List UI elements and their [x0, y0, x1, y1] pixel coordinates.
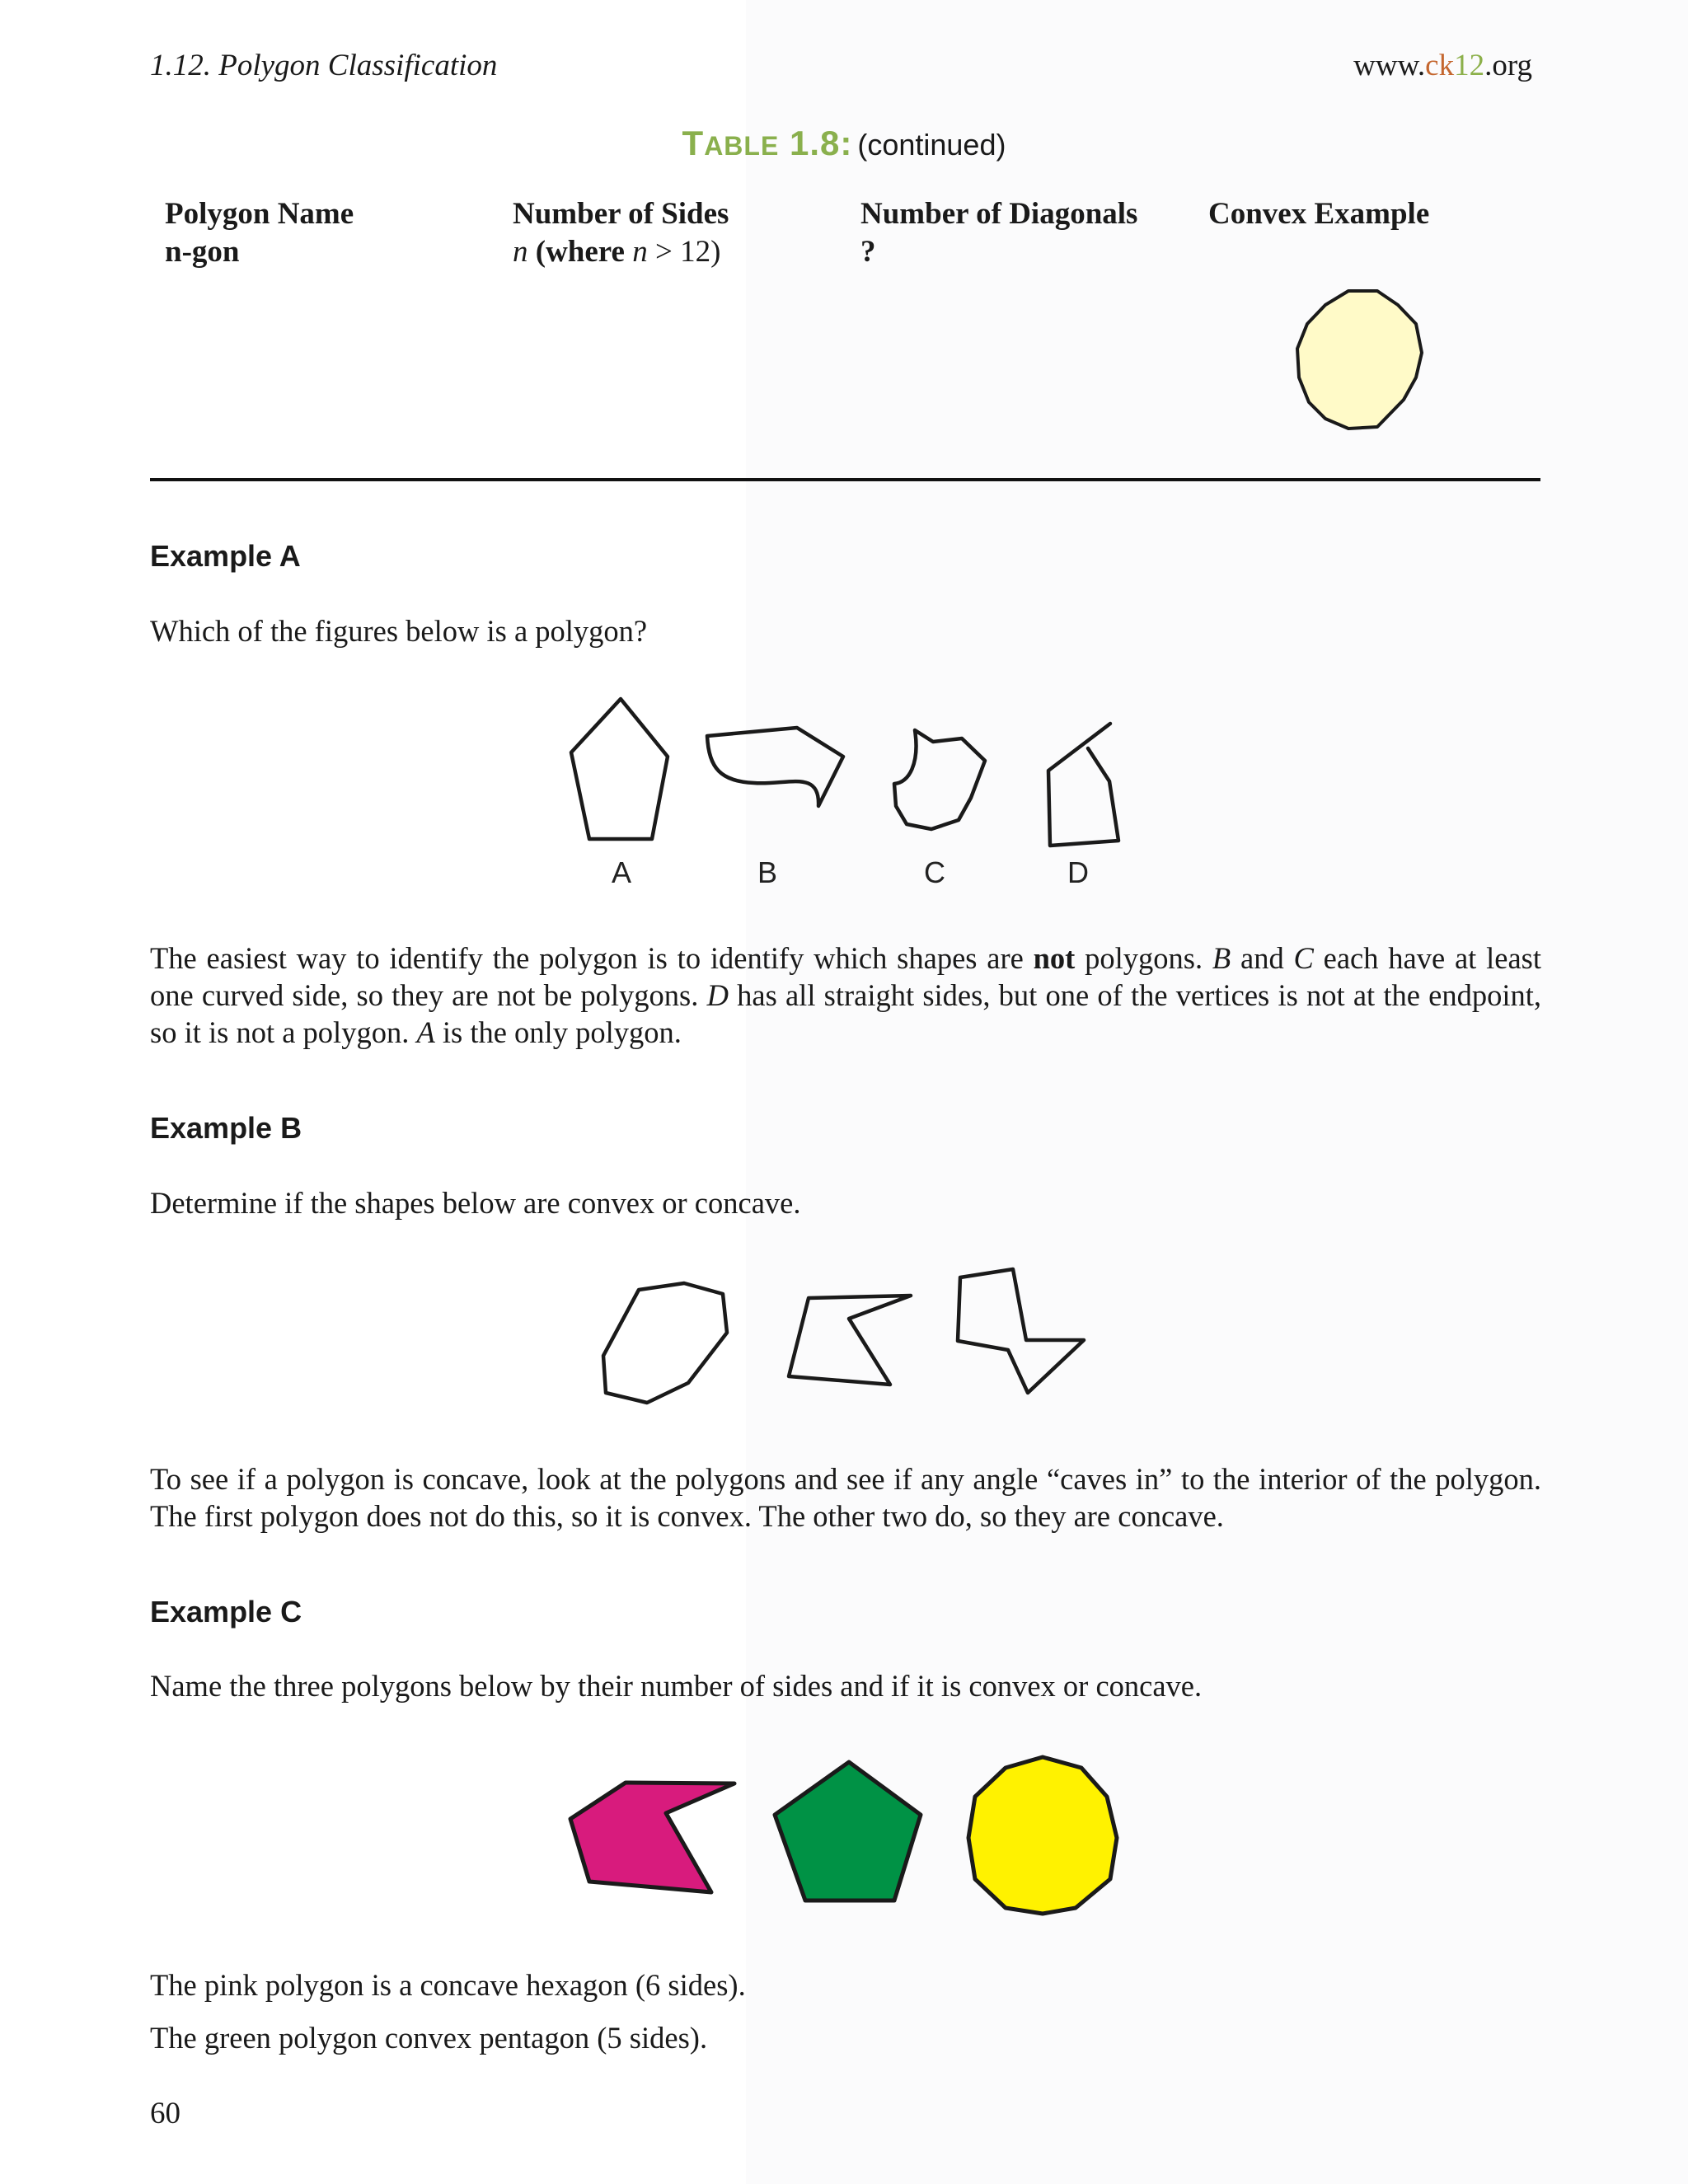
example-b-answer: To see if a polygon is concave, look at the polygons and see if any angle “caves in” to the interior of the polygon. The first polygon does not do this, so it is convex. The other two do, so they are concave. [150, 1462, 1541, 1533]
figure-a-pentagon [571, 699, 668, 839]
column-header-number-of-sides: Number of Sides [513, 197, 729, 231]
cell-number-of-sides: n (where n > 12) [513, 235, 721, 269]
column-header-polygon-name: Polygon Name [165, 197, 354, 231]
example-b-heading: Example B [150, 1111, 302, 1145]
figure-label-a: A [612, 855, 632, 888]
figure-label-b: B [757, 855, 778, 888]
table-caption-continued: (continued) [857, 128, 1006, 162]
example-a-figures [556, 691, 1133, 888]
column-header-number-of-diagonals: Number of Diagonals [860, 197, 1138, 231]
figure-label-c: C [924, 855, 945, 888]
example-a-question: Which of the figures below is a polygon? [150, 614, 648, 648]
cell-number-of-diagonals: ? [860, 235, 876, 269]
concave-bolt [958, 1269, 1084, 1393]
site-url[interactable] [1353, 48, 1532, 83]
example-b-question: Determine if the shapes below are convex or concave. [150, 1186, 801, 1220]
table-label: TABLE 1.8: [682, 124, 853, 162]
concave-quadrilateral [789, 1296, 911, 1385]
convex-polygon-example-image [1292, 287, 1441, 435]
cell-polygon-name: n-gon [165, 235, 240, 269]
url-ck: ck [1425, 49, 1455, 82]
figure-label-d: D [1067, 855, 1089, 888]
pink-concave-hexagon [570, 1783, 734, 1892]
running-header [150, 48, 1532, 89]
yellow-convex-decagon [968, 1757, 1117, 1914]
page-number: 60 [150, 2097, 181, 2130]
example-a-answer: The easiest way to identify the polygon is to identify which shapes are not polygons. B and C each have at least one curved side, so they are not be polygons. D has all straight sides, but one of the vertices is not at the endpoint, so it is not a polygon. A is the only polygon. [150, 941, 1542, 1049]
column-header-convex-example: Convex Example [1208, 197, 1430, 231]
figure-c-curved [894, 730, 985, 829]
example-c-answer-line-2: The green polygon convex pentagon (5 sides). [150, 2021, 708, 2055]
figure-d-open [1048, 724, 1118, 846]
table-caption [0, 124, 1688, 163]
url-12: 12 [1454, 49, 1485, 82]
green-convex-pentagon [775, 1762, 921, 1900]
example-b-figures [598, 1261, 1092, 1409]
example-c-heading: Example C [150, 1595, 302, 1629]
convex-octagon [603, 1283, 727, 1403]
example-c-figures [565, 1747, 1125, 1920]
section-title: 1.12. Polygon Classification [150, 49, 498, 82]
table-bottom-rule [150, 478, 1540, 481]
url-prefix: www. [1353, 49, 1426, 82]
figure-b-curved [707, 728, 843, 806]
example-c-answer-line-1: The pink polygon is a concave hexagon (6 sides). [150, 1968, 746, 2002]
url-suffix: .org [1484, 49, 1532, 82]
example-c-question: Name the three polygons below by their number of sides and if it is convex or concave. [150, 1669, 1203, 1703]
example-a-heading: Example A [150, 539, 301, 573]
